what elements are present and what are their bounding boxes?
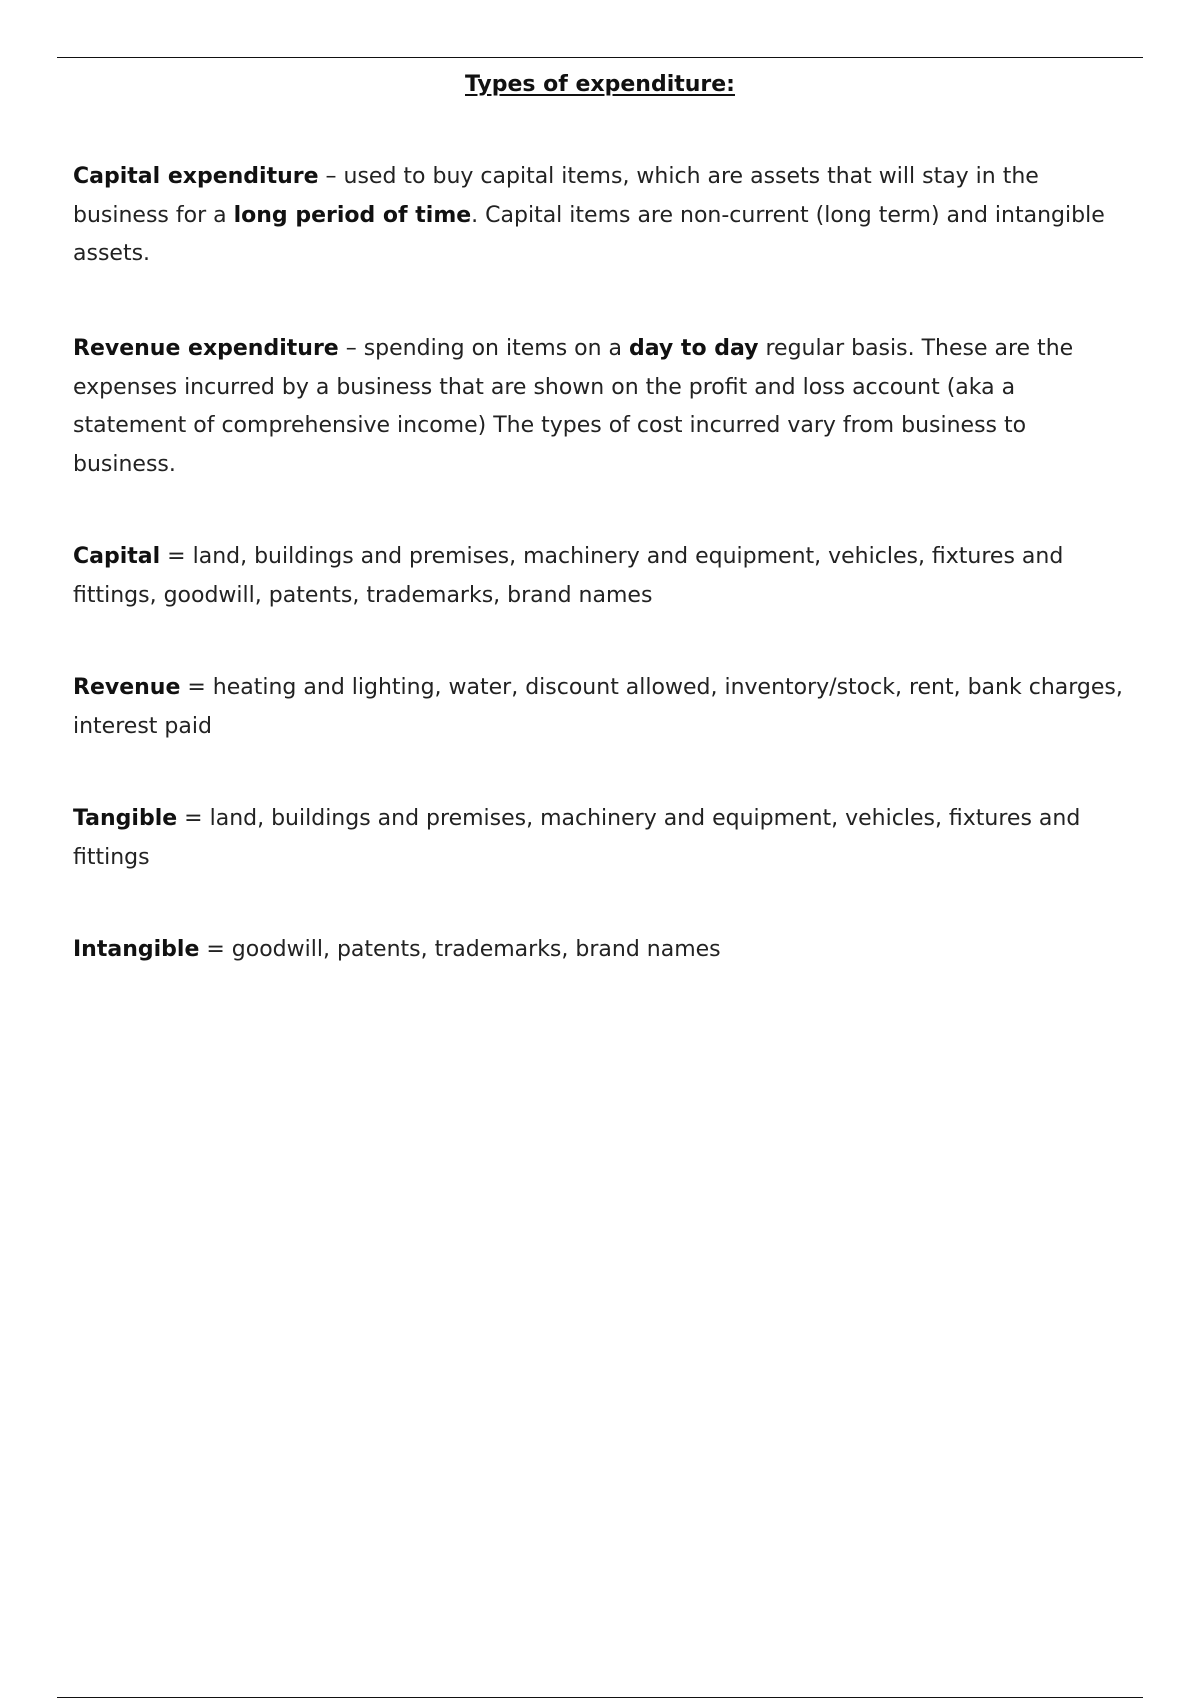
- paragraph-intangible: [73, 931, 1133, 970]
- revenue-expenditure-text-2: regular basis. These are the expenses incurred by a business that are shown on the profit and loss account (aka a statement of comprehensive income) The types of cost incurred vary from business to business.: [73, 336, 1074, 477]
- paragraph-revenue-expenditure: [73, 330, 1133, 484]
- term-capital-expenditure: Capital expenditure: [73, 164, 319, 189]
- paragraph-tangible: [73, 800, 1133, 877]
- paragraph-revenue: [73, 669, 1133, 746]
- bottom-divider: [57, 1697, 1143, 1698]
- term-revenue-expenditure: Revenue expenditure: [73, 336, 339, 361]
- revenue-text: = heating and lighting, water, discount allowed, inventory/stock, rent, bank charges, interest paid: [73, 675, 1123, 739]
- term-tangible: Tangible: [73, 806, 178, 831]
- revenue-expenditure-text-1: – spending on items on a: [338, 336, 630, 361]
- tangible-text: = land, buildings and premises, machinery and equipment, vehicles, fixtures and fittings: [73, 806, 1081, 870]
- capital-text: = land, buildings and premises, machinery and equipment, vehicles, fixtures and fittings, goodwill, patents, trademarks, brand names: [73, 544, 1064, 608]
- revenue-expenditure-emphasis: day to day: [629, 336, 759, 361]
- top-divider: [57, 57, 1143, 58]
- paragraph-capital-expenditure: [73, 158, 1133, 274]
- capital-expenditure-emphasis: long period of time: [233, 202, 472, 228]
- paragraph-capital: [73, 538, 1133, 615]
- term-intangible: Intangible: [73, 937, 200, 962]
- term-capital: Capital: [73, 544, 161, 569]
- capital-expenditure-text-2: . Capital items are non-current (long term) and intangible assets.: [73, 202, 1105, 266]
- term-revenue: Revenue: [73, 675, 181, 700]
- page-title: Types of expenditure:: [465, 72, 735, 97]
- capital-expenditure-text-1: – used to buy capital items, which are assets that will stay in the business for a: [73, 164, 1039, 228]
- intangible-text: = goodwill, patents, trademarks, brand names: [199, 937, 721, 962]
